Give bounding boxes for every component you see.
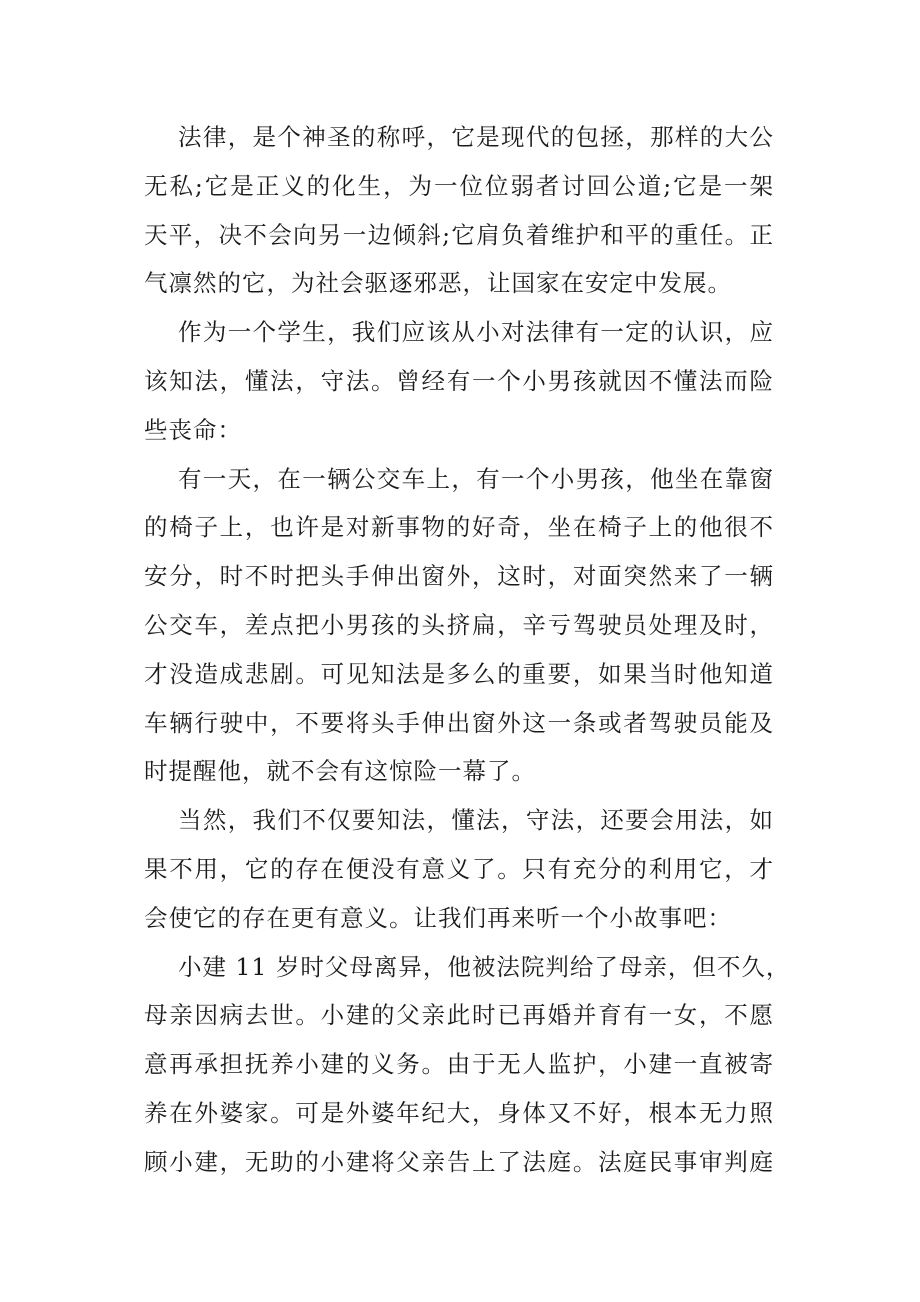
text-line: 作为一个学生，我们应该从小对法律有一定的认识，应 — [178, 318, 774, 347]
text-line: 意再承担抚养小建的义务。由于无人监护，小建一直被寄 — [144, 1050, 774, 1079]
text-line: 该知法，懂法，守法。曾经有一个小男孩就因不懂法而险 — [144, 366, 774, 395]
text-line: 的椅子上，也许是对新事物的好奇，坐在椅子上的他很不 — [144, 513, 774, 542]
text-line: 时提醒他，就不会有这惊险一幕了。 — [144, 757, 536, 786]
text-line: 法律，是个神圣的称呼，它是现代的包拯，那样的大公 — [178, 123, 774, 151]
text-line: 气凛然的它，为社会驱逐邪恶，让国家在安定中发展。 — [144, 269, 732, 298]
text-line: 有一天，在一辆公交车上，有一个小男孩，他坐在靠窗 — [178, 464, 774, 493]
text-line: 果不用，它的存在便没有意义了。只有充分的利用它，才 — [144, 854, 774, 883]
text-line: 些丧命： — [144, 415, 242, 444]
text-line: 当然，我们不仅要知法，懂法，守法，还要会用法，如 — [178, 806, 774, 835]
paragraph-student-duty — [144, 308, 774, 454]
text-line: 车辆行驶中，不要将头手伸出窗外这一条或者驾驶员能及 — [144, 708, 774, 737]
text-line: 小建 11 岁时父母离异，他被法院判给了母亲，但不久， — [178, 952, 791, 981]
paragraph-bus-story — [144, 455, 774, 797]
text-line: 母亲因病去世。小建的父亲此时已再婚并育有一女，不愿 — [144, 1001, 774, 1030]
text-line: 公交车，差点把小男孩的头挤扁，辛亏驾驶员处理及时， — [144, 610, 774, 639]
text-line: 养在外婆家。可是外婆年纪大，身体又不好，根本无力照 — [144, 1098, 774, 1127]
paragraph-use-law — [144, 796, 774, 942]
article-body — [144, 113, 791, 1187]
text-line: 无私;它是正义的化生，为一位位弱者讨回公道;它是一架 — [144, 171, 774, 200]
text-line: 会使它的存在更有意义。让我们再来听一个小故事吧： — [144, 903, 732, 932]
text-line: 才没造成悲剧。可见知法是多么的重要，如果当时他知道 — [144, 659, 774, 688]
text-line: 顾小建，无助的小建将父亲告上了法庭。法庭民事审判庭 — [144, 1147, 774, 1176]
paragraph-xiaojian-story — [144, 943, 791, 1187]
paragraph-law-praise — [144, 113, 774, 308]
text-line: 安分，时不时把头手伸出窗外，这时，对面突然来了一辆 — [144, 562, 774, 591]
text-line: 天平，决不会向另一边倾斜;它肩负着维护和平的重任。正 — [144, 220, 774, 249]
